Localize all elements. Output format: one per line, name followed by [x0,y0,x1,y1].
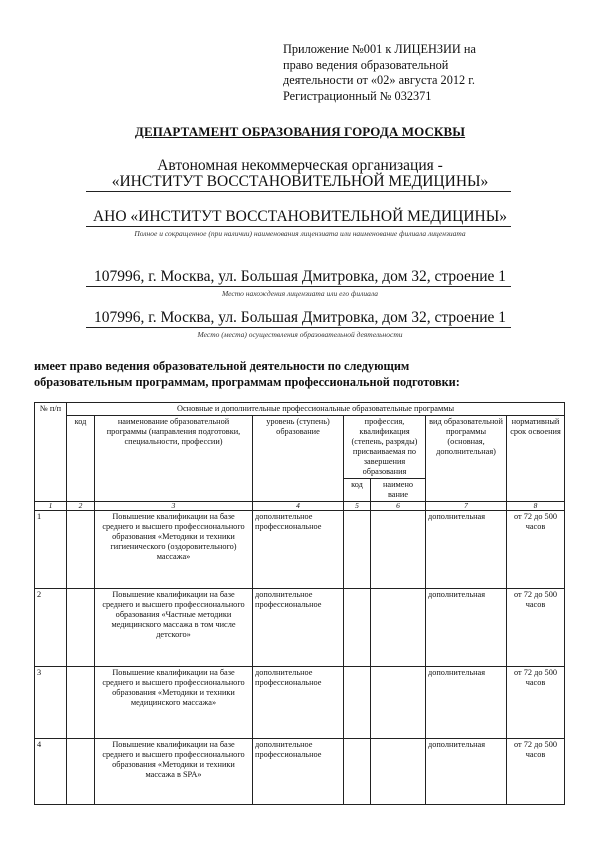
header-code: код [67,416,95,502]
cell-name: Повышение квалификации на базе среднего и высшего профессионального образования «Частные методики медицинского массажа в том числе детского» [95,589,253,667]
cell-level: дополнительное профессиональное [253,667,344,739]
cell-code [67,739,95,805]
org-full-name-line2: «ИНСТИТУТ ВОССТАНОВИТЕЛЬНОЙ МЕДИЦИНЫ» [111,173,489,190]
org-short-name: АНО «ИНСТИТУТ ВОССТАНОВИТЕЛЬНОЙ МЕДИЦИНЫ» [92,208,508,225]
header-name: наименование образовательной программы (направления подготовки, специальности, профессии) [95,416,253,502]
table-header-row [35,416,565,479]
appendix-block [283,42,583,104]
cell-name: Повышение квалификации на базе среднего и высшего профессионального образования «Методики и техники массажа в SPA» [95,739,253,805]
rights-statement [34,358,574,390]
index-cell: 1 [35,502,67,511]
header-group: Основные и дополнительные профессиональные образовательные программы [67,403,565,416]
org-full-name-line1: Автономная некоммерческая организация - [157,157,443,174]
appendix-line: Регистрационный № 032371 [283,88,432,103]
index-cell: 7 [426,502,507,511]
underline [86,191,511,192]
rights-line: образовательным программам, программам профессиональной подготовки: [34,375,460,389]
cell-qual-name [371,667,426,739]
header-qual-code: код [344,479,371,502]
index-cell: 3 [95,502,253,511]
header-level: уровень (ступень) образование [253,416,344,502]
cell-code [67,589,95,667]
department-title: ДЕПАРТАМЕНТ ОБРАЗОВАНИЯ ГОРОДА МОСКВЫ [134,124,466,139]
cell-qual-name [371,739,426,805]
appendix-line: деятельности от «02» августа 2012 г. [283,73,475,87]
cell-num: 4 [35,739,67,805]
underline [86,226,511,227]
cell-num: 1 [35,511,67,589]
cell-qual-code [344,511,371,589]
org-activity-place-caption: Место (места) осуществления образовательной деятельности [197,330,403,339]
table-index-row [35,502,565,511]
cell-kind: дополнительная [426,589,507,667]
cell-level: дополнительное профессиональное [253,511,344,589]
index-cell: 6 [371,502,426,511]
appendix-line: право ведения образовательной [283,57,449,72]
cell-kind: дополнительная [426,667,507,739]
cell-qual-code [344,589,371,667]
cell-code [67,667,95,739]
cell-kind: дополнительная [426,511,507,589]
org-location-caption: Место нахождения лицензиата или его филиала [222,289,378,298]
cell-num: 3 [35,667,67,739]
cell-level: дополнительное профессиональное [253,589,344,667]
cell-qual-code [344,739,371,805]
cell-term: от 72 до 500 часов [507,511,565,589]
org-location: 107996, г. Москва, ул. Большая Дмитровка, дом 32, строение 1 [93,268,507,285]
cell-num: 2 [35,589,67,667]
header-kind: вид образовательной программы (основная, дополнительная) [426,416,507,502]
cell-qual-code [344,667,371,739]
table-header-row [35,403,565,416]
table-row [35,589,565,667]
table-row [35,739,565,805]
programs-table [34,402,565,805]
header-qualification: профессия, квалификация (степень, разряды) присваиваемая по завершения образования [344,416,426,479]
underline [86,327,511,328]
cell-qual-name [371,589,426,667]
rights-line: имеет право ведения образовательной деятельности по следующим [34,359,410,373]
header-qual-name: наимено вание [371,479,426,502]
header-term: нормативный срок освоения [507,416,565,502]
appendix-line: Приложение №001 к ЛИЦЕНЗИИ на [283,42,476,56]
cell-qual-name [371,511,426,589]
cell-code [67,511,95,589]
cell-term: от 72 до 500 часов [507,589,565,667]
header-num: № п/п [35,403,67,502]
table-row [35,511,565,589]
cell-name: Повышение квалификации на базе среднего и высшего профессионального образования «Методики и техники медицинского массажа» [95,667,253,739]
index-cell: 2 [67,502,95,511]
cell-level: дополнительное профессиональное [253,739,344,805]
cell-term: от 72 до 500 часов [507,667,565,739]
cell-kind: дополнительная [426,739,507,805]
underline [86,286,511,287]
table-row [35,667,565,739]
cell-name: Повышение квалификации на базе среднего и высшего профессионального образования «Методики и техники гигиенического (оздоровительного) массажа» [95,511,253,589]
index-cell: 4 [253,502,344,511]
index-cell: 5 [344,502,371,511]
index-cell: 8 [507,502,565,511]
cell-term: от 72 до 500 часов [507,739,565,805]
org-name-caption: Полное и сокращенное (при наличии) наименования лицензиата или наименование филиала лицензиата [134,229,466,238]
org-activity-place: 107996, г. Москва, ул. Большая Дмитровка, дом 32, строение 1 [93,309,507,326]
